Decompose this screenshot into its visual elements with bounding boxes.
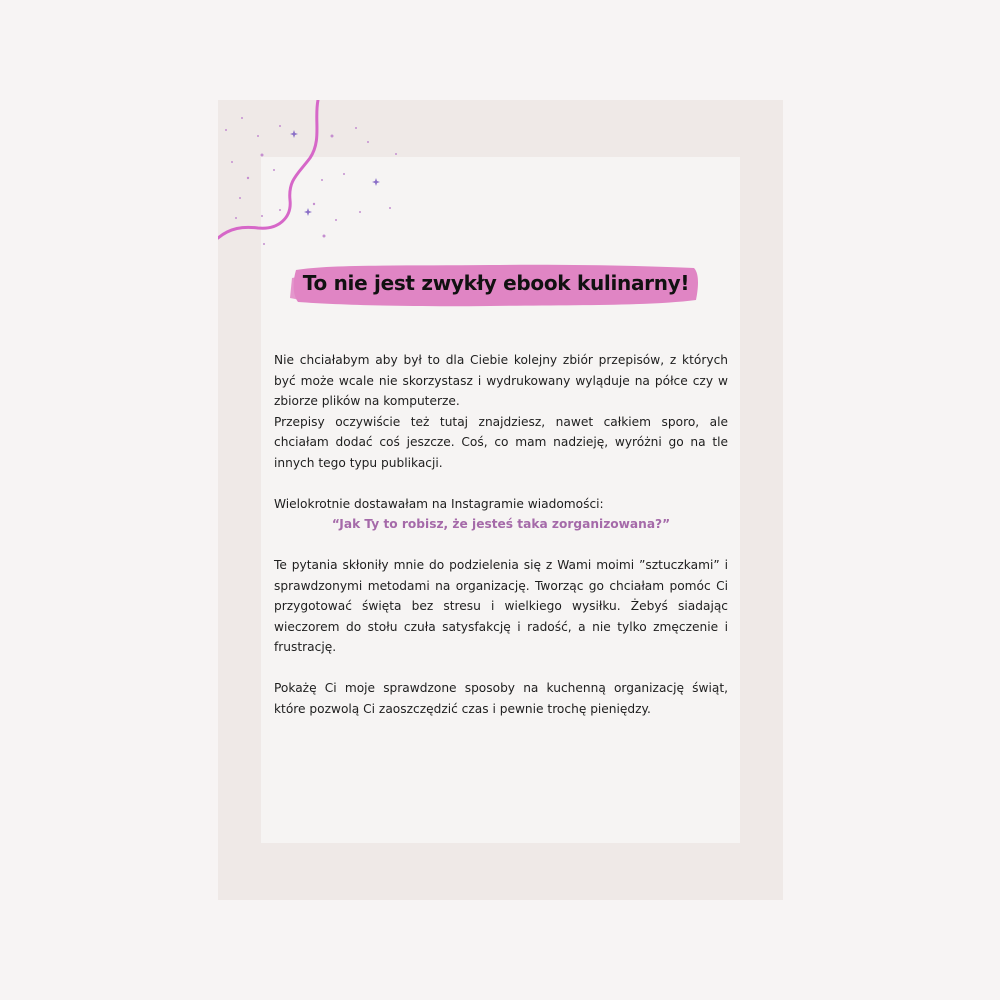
- quote-text: “Jak Ty to robisz, że jesteś taka zorganizowana?”: [331, 517, 671, 531]
- page-title: To nie jest zwykły ebook kulinarny!: [302, 271, 690, 295]
- ebook-page: [218, 100, 783, 900]
- title-banner: [290, 260, 702, 310]
- paragraph-intro: Nie chciałabym aby był to dla Ciebie kolejny zbiór przepisów, z których być może wcale nie skorzystasz i wydrukowany wyląduje na półce czy w zbiorze plików na komputerze.: [274, 353, 728, 408]
- paragraph-closing: Pokażę Ci moje sprawdzone sposoby na kuchenną organizację świąt, które pozwolą Ci zaoszczędzić czas i pewnie trochę pieniędzy.: [274, 681, 728, 716]
- decorative-squiggle-icon: [218, 100, 418, 260]
- paragraph-recipes: Przepisy oczywiście też tutaj znajdziesz, nawet całkiem sporo, ale chciałam dodać coś jeszcze. Coś, co mam nadzieję, wyróżni go na tle innych tego typu publikacji.: [274, 414, 728, 470]
- paragraph-organization: Te pytania skłoniły mnie do podzielenia się z Wami moimi ”sztuczkami” i sprawdzonymi metodami na organizację. Tworząc go chciałam pomóc Ci przygotować święta bez stresu i wielkiego wysiłku. Żebyś siadając wieczorem do stołu czuła satysfakcję i radość, a nie tylko zmęczenie i frustrację.: [274, 558, 728, 654]
- body-text: [274, 350, 728, 719]
- paragraph-instagram: Wielokrotnie dostawałam na Instagramie wiadomości:: [274, 496, 604, 511]
